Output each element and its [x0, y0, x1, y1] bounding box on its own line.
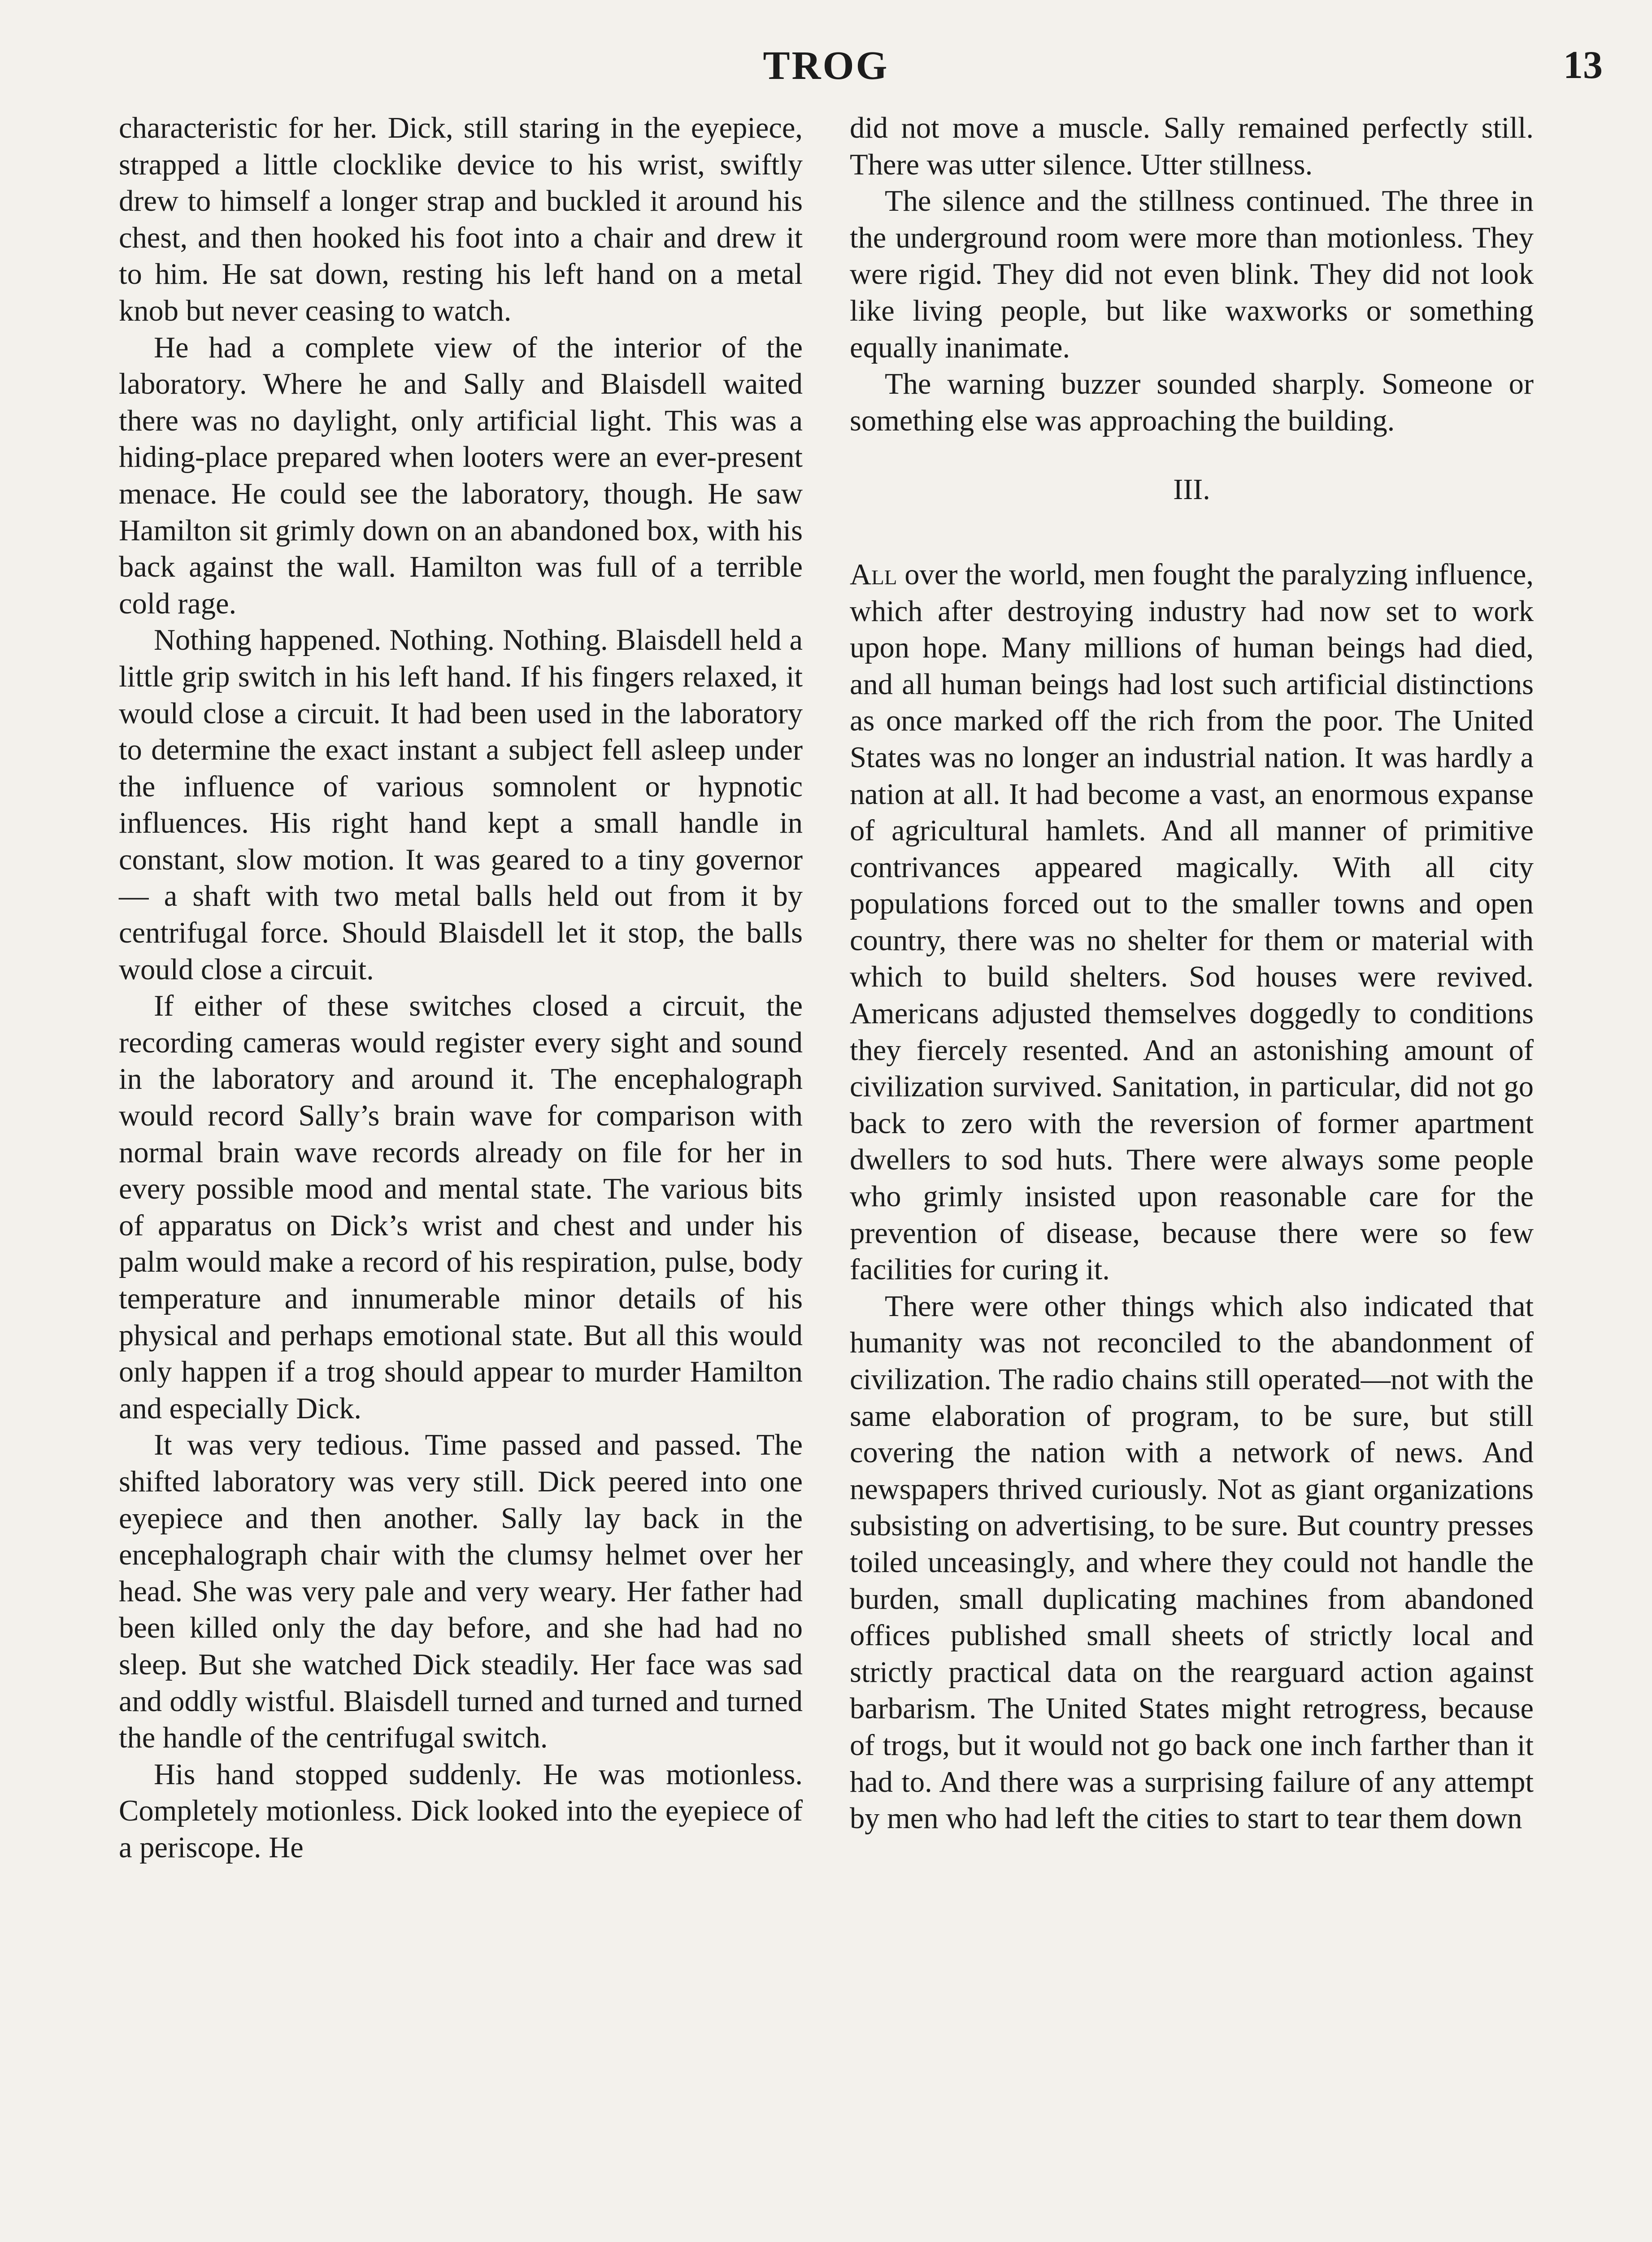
paragraph: He had a complete view of the interior of the laboratory. Where he and Sally and Blaisdell waited there was no daylight, only artificial light. This was a hiding-place prepared when looters were an ever-present menace. He could see the laboratory, though. He saw Hamilton sit grimly down on an abandoned box, with his back against the wall. Hamilton was full of a terrible cold rage.: [119, 331, 803, 620]
paragraph: It was very tedious. Time passed and passed. The shifted laboratory was very still. Dick peered into one eyepiece and then another. Sally lay back in the encephalograph chair with the clumsy helmet over her head. She was very pale and very weary. Her father had been killed only the day before, and she had had no sleep. But she watched Dick steadily. Her face was sad and oddly wistful. Blaisdell turned and turned and turned the handle of the centrifugal switch.: [119, 1429, 803, 1755]
left-column: [119, 110, 803, 1866]
paragraph-lead-word: All: [850, 558, 897, 591]
page-number: 13: [1563, 43, 1603, 87]
paragraph: did not move a muscle. Sally remained perfectly still. There was utter silence. Utter stillness.: [850, 112, 1534, 181]
paragraph: There were other things which also indicated that humanity was not reconciled to the abandonment of civilization. The radio chains still operated—not with the same elaboration of program, to be sure, but still covering the nation with a network of news. And newspapers thrived curiously. Not as giant organizations subsisting on advertising, to be sure. But country presses toiled unceasingly, and where they could not handle the burden, small duplicating machines from abandoned offices published small sheets of strictly local and strictly practical data on the rearguard action against barbarism. The United States might retrogress, because of trogs, but it would not go back one inch farther than it had to. And there was a surprising failure of any attempt by men who had left the cities to start to tear them down: [850, 1290, 1534, 1835]
paragraph: His hand stopped suddenly. He was motionless. Completely motionless. Dick looked into the eyepiece of a periscope. He: [119, 1758, 803, 1864]
paragraph: The silence and the stillness continued. The three in the underground room were more than motionless. They were rigid. They did not even blink. They did not look like living people, but like waxworks or something equally inanimate.: [850, 185, 1534, 364]
paragraph: The warning buzzer sounded sharply. Someone or something else was approaching the building.: [850, 368, 1534, 437]
paragraph: characteristic for her. Dick, still staring in the eyepiece, strapped a little clocklike device to his wrist, swiftly drew to himself a longer strap and buckled it around his chest, and then hooked his foot into a chair and drew it to him. He sat down, resting his left hand on a metal knob but never ceasing to watch.: [119, 112, 803, 327]
section-heading: III.: [1173, 473, 1210, 506]
paragraph: Nothing happened. Nothing. Nothing. Blaisdell held a little grip switch in his left hand. If his fingers relaxed, it would close a circuit. It had been used in the laboratory to determine the exact instant a subject fell asleep under the influence of various somnolent or hypnotic influences. His right hand kept a small handle in constant, slow motion. It was geared to a tiny governor— a shaft with two metal balls held out from it by centrifugal force. Should Blaisdell let it stop, the balls would close a circuit.: [119, 624, 803, 986]
right-column: [850, 110, 1534, 1837]
paragraph: If either of these switches closed a circuit, the recording cameras would register every sight and sound in the laboratory and around it. The encephalograph would record Sally’s brain wave for comparison with normal brain wave records already on file for her in every possible mood and mental state. The various bits of apparatus on Dick’s wrist and chest and under his palm would make a record of his respiration, pulse, body temperature and innumerable minor details of his physical and perhaps emotional state. But all this would only happen if a trog should appear to murder Hamilton and especially Dick.: [119, 990, 803, 1425]
running-title: TROG: [763, 43, 889, 88]
paragraph: [850, 556, 1534, 1288]
paragraph-text: over the world, men fought the paralyzing influence, which after destroying industry had now set to work upon hope. Many millions of human beings had died, and all human beings had lost such artificial distinctions as once marked off the rich from the poor. The United States was no longer an industrial nation. It was hardly a nation at all. It had become a vast, an enormous expanse of agricultural hamlets. And all manner of primitive contrivances appeared magically. With all city populations forced out to the smaller towns and open country, there was no shelter for them or material with which to build shelters. Sod houses were revived. Americans adjusted themselves doggedly to conditions they fiercely resented. And an astonishing amount of civilization survived. Sanitation, in particular, did not go back to zero with the reversion of former apartment dwellers to sod huts. There were always some people who grimly insisted upon reasonable care for the prevention of disease, because there were so few facilities for curing it.: [850, 558, 1534, 1286]
